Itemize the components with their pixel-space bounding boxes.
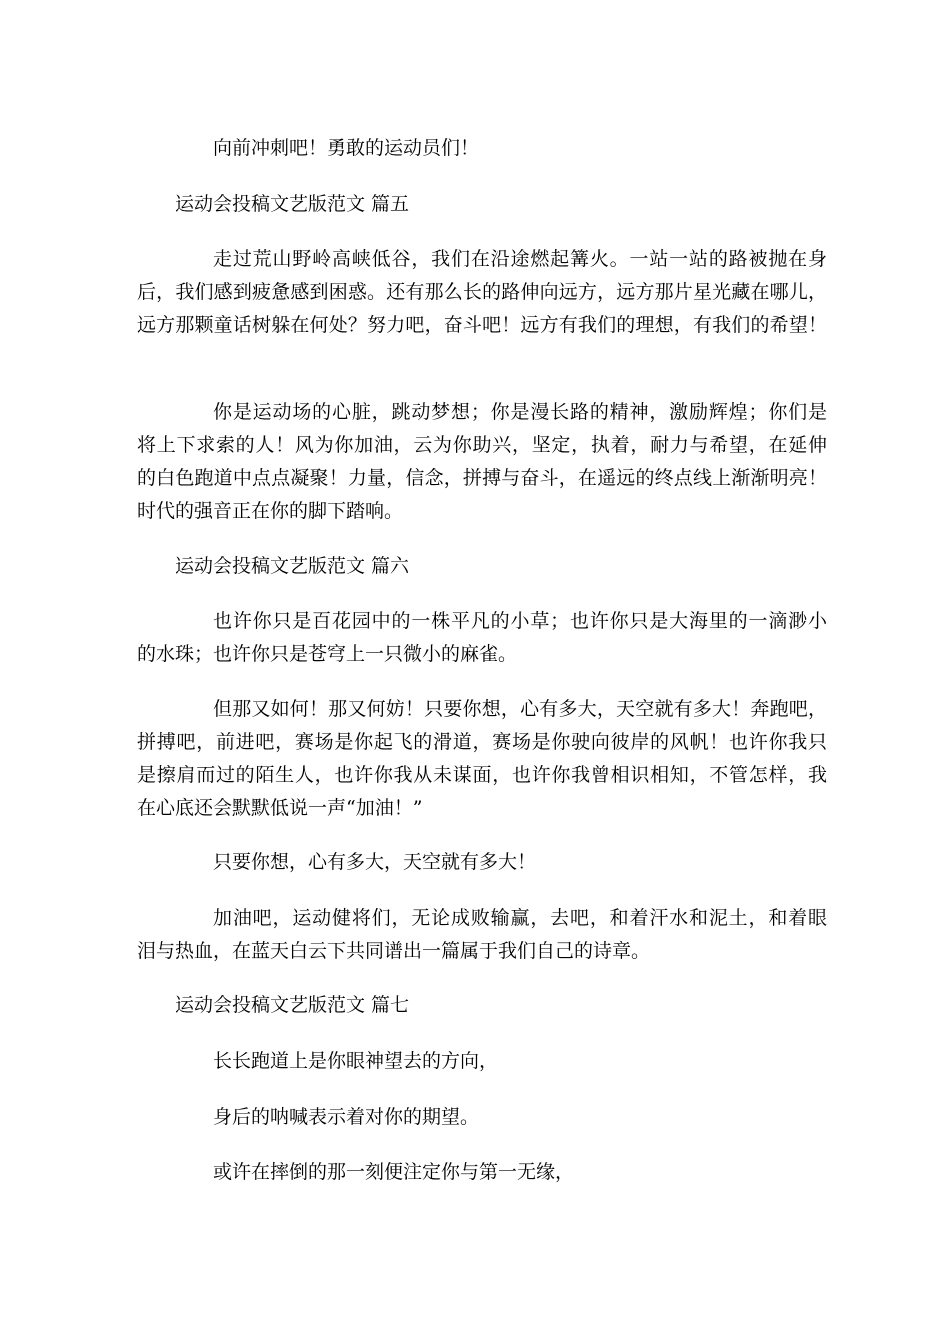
paragraph-line: 泪与热血，在蓝天白云下共同谱出一篇属于我们自己的诗章。 [137,940,651,962]
paragraph-line: 远方那颗童话树躲在何处？努力吧，奋斗吧！远方有我们的理想，有我们的希望！ [137,314,827,336]
paragraph-line: 后，我们感到疲惫感到困惑。还有那么长的路伸向远方，远方那片星光藏在哪儿， [137,281,827,303]
paragraph-line: 的水珠；也许你只是苍穹上一只微小的麻雀。 [137,643,518,665]
paragraph-line: 身后的呐喊表示着对你的期望。 [213,1106,480,1128]
section-heading-7: 运动会投稿文艺版范文 篇七 [175,994,410,1016]
paragraph-line: 走过荒山野岭高峡低谷，我们在沿途燃起篝火。一站一站的路被抛在身 [213,248,827,270]
paragraph-line: 加油吧，运动健将们，无论成败输赢，去吧，和着汗水和泥土，和着眼 [213,907,827,929]
section-heading-5: 运动会投稿文艺版范文 篇五 [175,193,410,215]
paragraph-line: 拼搏吧，前进吧，赛场是你起飞的滑道，赛场是你驶向彼岸的风帆！也许你我只 [137,731,827,753]
paragraph-line: 也许你只是百花园中的一株平凡的小草；也许你只是大海里的一滴渺小 [213,610,827,632]
paragraph-line: 或许在摔倒的那一刻便注定你与第一无缘， [213,1161,575,1183]
section-heading-6: 运动会投稿文艺版范文 篇六 [175,555,410,577]
paragraph-line: 时代的强音正在你的脚下踏响。 [137,500,404,522]
paragraph-line: 但那又如何！那又何妨！只要你想，心有多大，天空就有多大！奔跑吧， [213,698,827,720]
paragraph-line: 的白色跑道中点点凝聚！力量，信念，拼搏与奋斗，在遥远的终点线上渐渐明亮！ [137,467,827,489]
paragraph-line: 将上下求索的人！风为你加油，云为你助兴，坚定，执着，耐力与希望，在延伸 [137,434,827,456]
paragraph-line: 是擦肩而过的陌生人，也许你我从未谋面，也许你我曾相识相知，不管怎样，我 [137,764,827,786]
paragraph-line: 在心底还会默默低说一声“加油！” [137,797,423,819]
paragraph-line: 只要你想，心有多大，天空就有多大！ [213,851,537,873]
paragraph-line: 向前冲刺吧！勇敢的运动员们！ [213,137,480,159]
paragraph-line: 你是运动场的心脏，跳动梦想；你是漫长路的精神，激励辉煌；你们是 [213,401,827,423]
paragraph-line: 长长跑道上是你眼神望去的方向， [213,1050,499,1072]
